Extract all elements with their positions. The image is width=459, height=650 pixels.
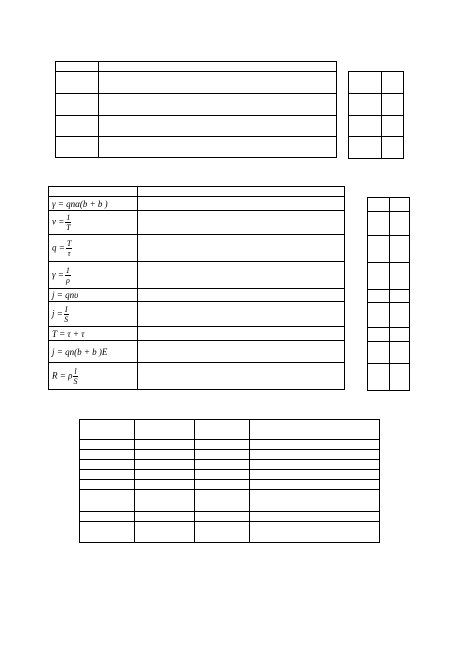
table-1-cell (99, 116, 337, 137)
table-1-answer-grid (348, 71, 404, 159)
table-3-cell (195, 470, 250, 480)
table-3-cell (195, 450, 250, 460)
formula-table-cell (138, 341, 345, 363)
formula: j = qn(b + b )E (49, 341, 138, 363)
formula: γ = qnα(b + b ) (49, 197, 138, 211)
formula: T = τ + τ (49, 327, 138, 341)
formula-table-cell (138, 211, 345, 235)
table-3-cell (135, 440, 195, 450)
table-1-cell (99, 62, 337, 72)
denominator: S (73, 376, 78, 386)
formula (49, 211, 138, 235)
table-3-cell (135, 490, 195, 512)
table-3-cell (250, 522, 380, 543)
answer-cell (349, 137, 382, 159)
fraction (73, 367, 77, 386)
answer-cell (368, 328, 390, 342)
formula-left: R = ρ (52, 370, 73, 381)
table-3-cell (250, 460, 380, 470)
denominator: ρ (65, 275, 70, 285)
answer-cell (349, 116, 382, 137)
formula-table-header-cell (138, 187, 345, 197)
fraction (65, 213, 71, 232)
answer-cell (390, 236, 410, 263)
answer-cell (390, 328, 410, 342)
answer-cell (382, 72, 404, 94)
formula-table-cell (138, 363, 345, 390)
denominator: S (64, 314, 69, 324)
denominator: T (66, 223, 71, 232)
table-3-cell (80, 522, 135, 543)
answer-cell (390, 198, 410, 212)
answer-cell (349, 72, 382, 94)
table-3-cell (250, 440, 380, 450)
table-3-cell (250, 490, 380, 512)
table-3-cell (250, 420, 380, 440)
fraction (65, 266, 71, 285)
table-1 (55, 61, 337, 158)
fraction (64, 305, 69, 324)
table-1-cell (56, 94, 99, 116)
formula: j = qnυ (49, 289, 138, 302)
table-3-cell (135, 522, 195, 543)
table-1-cell (56, 116, 99, 137)
table-3-cell (250, 512, 380, 522)
answer-cell (349, 94, 382, 116)
table-3-cell (80, 480, 135, 490)
formula (49, 235, 138, 262)
formula-table-cell (138, 302, 345, 327)
formula-left: j = (52, 308, 63, 319)
answer-cell (368, 364, 390, 391)
answer-cell (368, 212, 390, 236)
table-3-cell (80, 450, 135, 460)
table-3-cell (80, 490, 135, 512)
formula (49, 262, 138, 289)
formula-answer-grid (367, 197, 410, 391)
formula-table-cell (138, 197, 345, 211)
formula-left: ν = (52, 216, 65, 227)
formula-left: q = (52, 242, 65, 253)
table-3-cell (135, 480, 195, 490)
table-1-cell (56, 62, 99, 72)
formula-table-header-cell (49, 187, 138, 197)
table-3-cell (250, 470, 380, 480)
formula (49, 363, 138, 390)
answer-cell (390, 212, 410, 236)
table-3-cell (195, 490, 250, 512)
table-3-cell (135, 420, 195, 440)
table-1-cell (99, 137, 337, 158)
formula-table-cell (138, 235, 345, 262)
answer-cell (382, 137, 404, 159)
denominator: τ (67, 248, 71, 258)
answer-cell (390, 364, 410, 391)
table-3-cell (195, 420, 250, 440)
formula-table-cell (138, 262, 345, 289)
answer-cell (368, 263, 390, 290)
table-1-cell (99, 94, 337, 116)
table-3-cell (250, 450, 380, 460)
answer-cell (390, 342, 410, 364)
formula-left: γ = (52, 269, 64, 280)
numerator: 1 (65, 265, 70, 275)
numerator: I (64, 304, 68, 314)
table-3-cell (135, 460, 195, 470)
table-1-cell (99, 72, 337, 94)
numerator: T (66, 238, 72, 248)
table-3-cell (250, 480, 380, 490)
numerator: l (74, 366, 77, 376)
answer-cell (368, 290, 390, 303)
answer-cell (382, 116, 404, 137)
table-3-cell (135, 512, 195, 522)
table-3 (79, 419, 380, 543)
table-3-cell (195, 480, 250, 490)
table-3-cell (195, 512, 250, 522)
table-3-cell (80, 440, 135, 450)
table-1-cell (56, 137, 99, 158)
answer-cell (368, 342, 390, 364)
formula-table-cell (138, 289, 345, 302)
answer-cell (390, 290, 410, 303)
answer-cell (390, 263, 410, 290)
answer-cell (368, 198, 390, 212)
answer-cell (368, 236, 390, 263)
table-3-cell (80, 512, 135, 522)
formula (49, 302, 138, 327)
answer-cell (368, 303, 390, 328)
answer-cell (390, 303, 410, 328)
table-3-cell (80, 420, 135, 440)
table-3-cell (80, 470, 135, 480)
table-3-cell (80, 460, 135, 470)
formula-table-cell (138, 327, 345, 341)
table-3-cell (135, 450, 195, 460)
formula-table (48, 186, 345, 390)
table-3-cell (135, 470, 195, 480)
table-1-cell (56, 72, 99, 94)
table-3-cell (195, 440, 250, 450)
numerator: 1 (66, 213, 71, 222)
answer-cell (382, 94, 404, 116)
fraction (66, 239, 72, 258)
table-3-cell (195, 522, 250, 543)
table-3-cell (195, 460, 250, 470)
